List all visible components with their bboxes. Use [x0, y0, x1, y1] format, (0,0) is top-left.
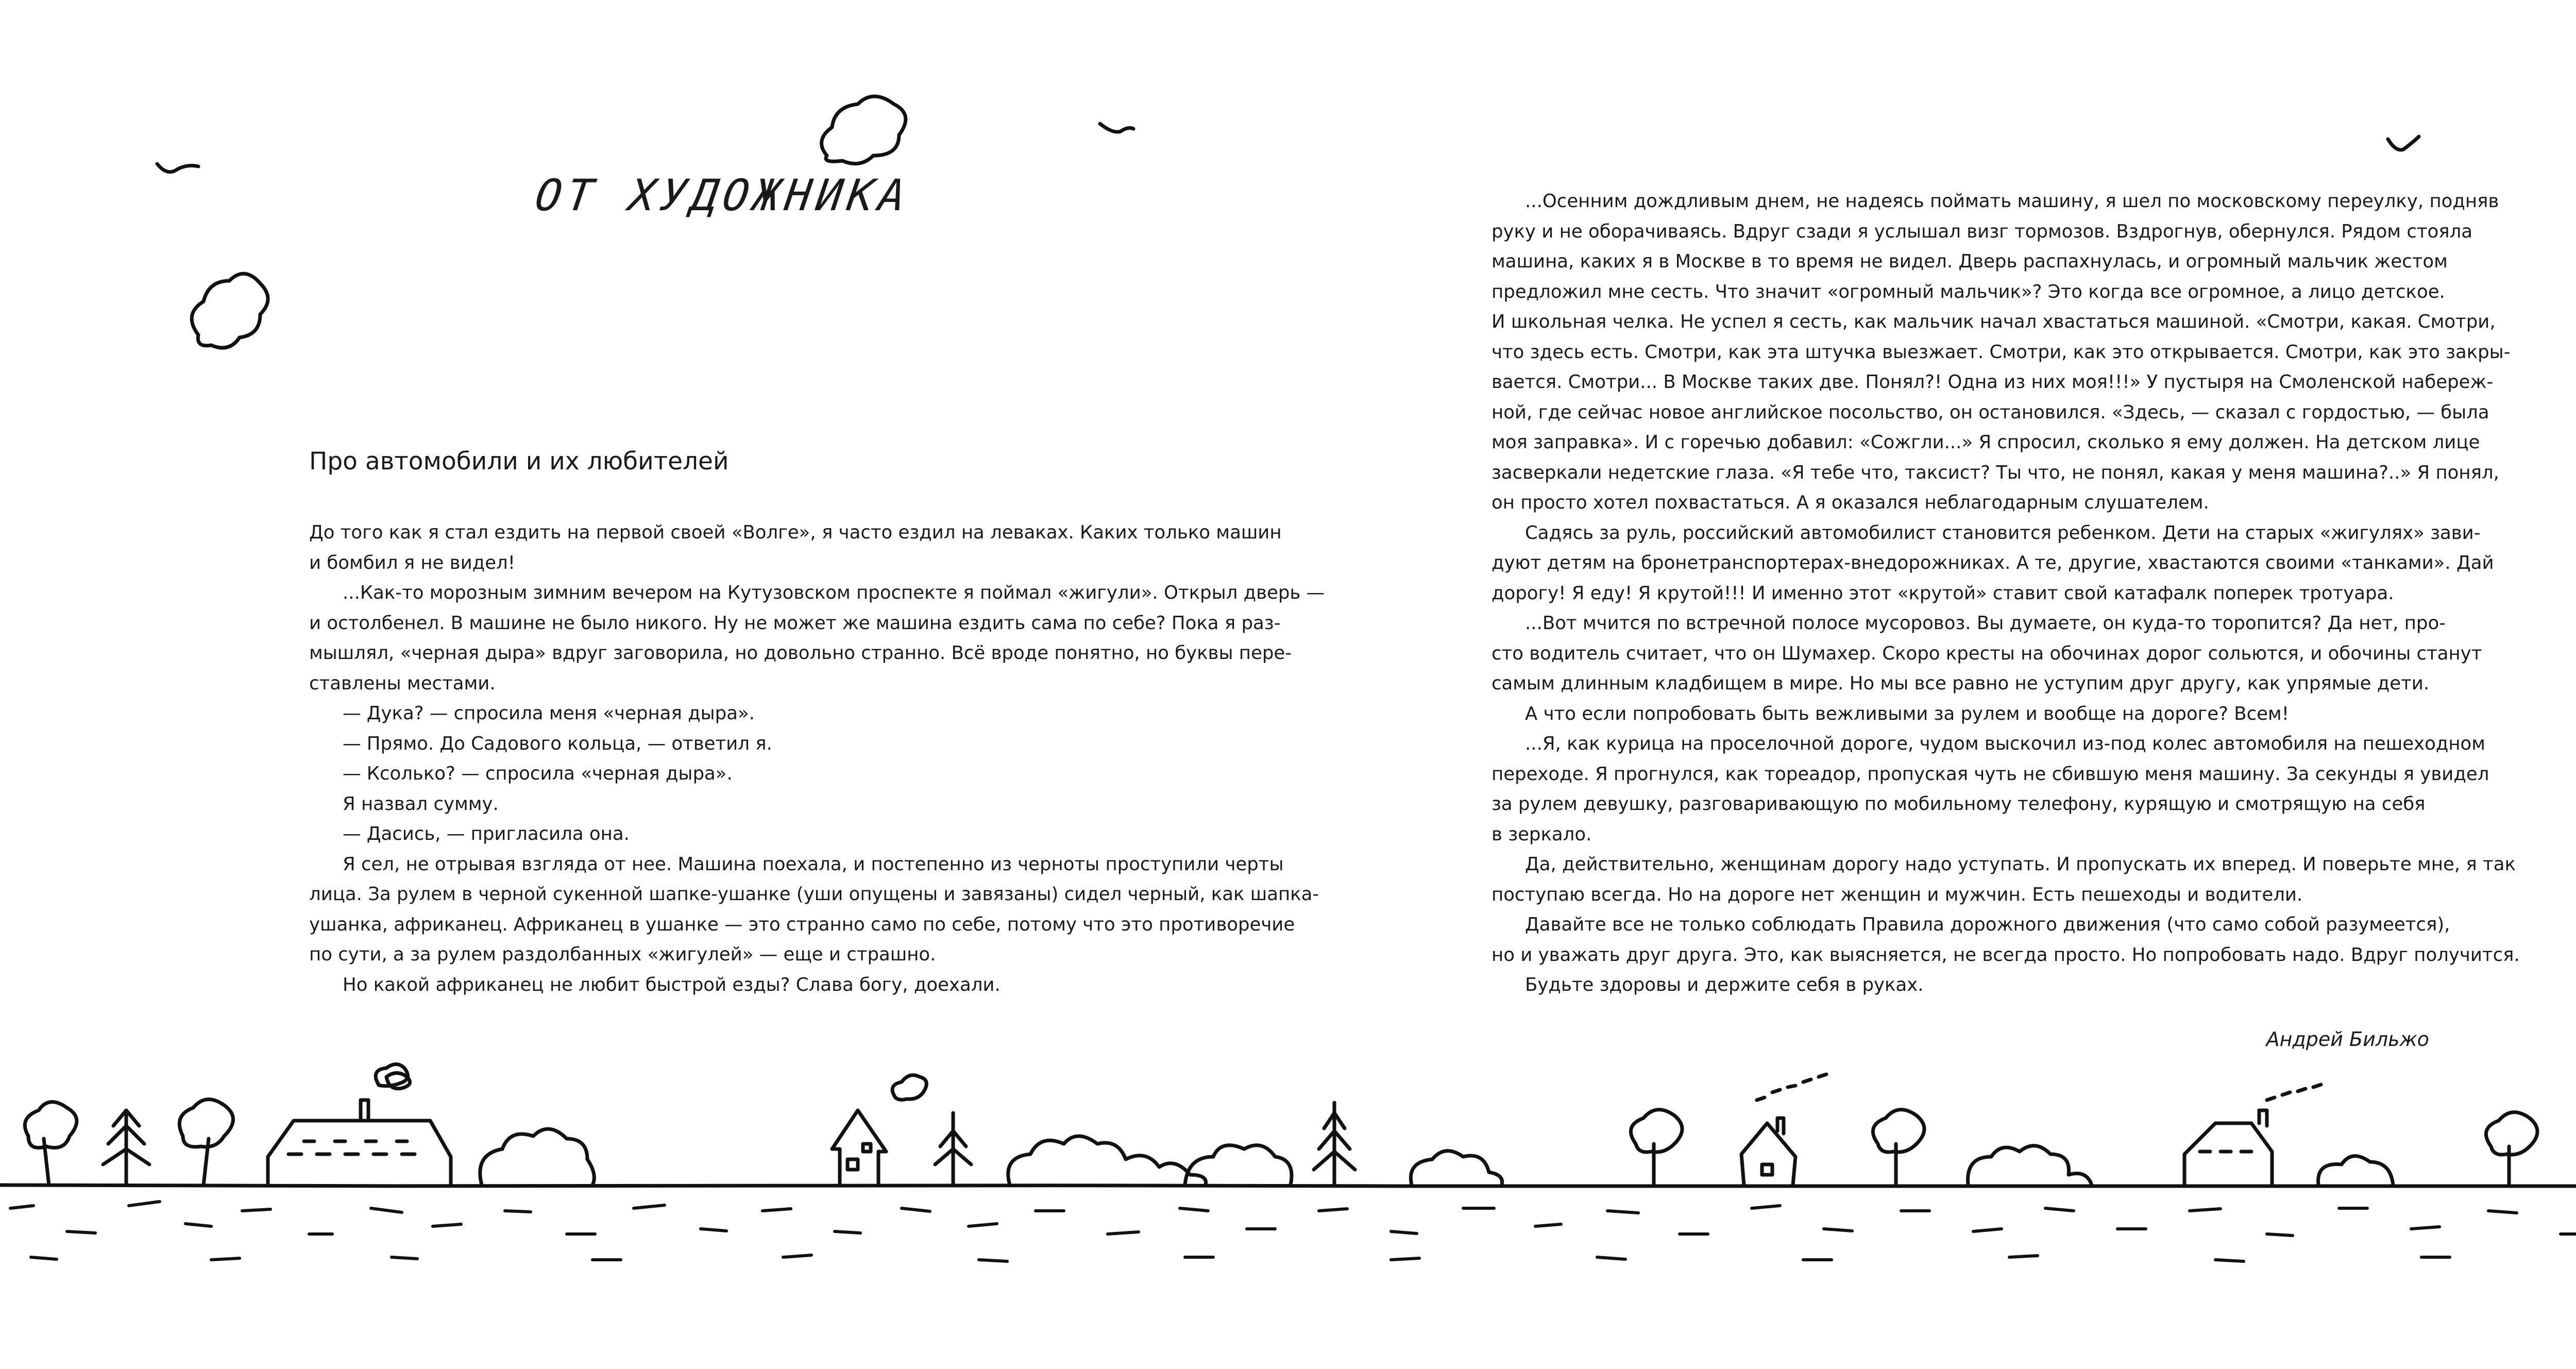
tree-icon: [1873, 1110, 1924, 1185]
bush-icon: [2318, 1156, 2393, 1185]
house-icon: [1741, 1074, 1826, 1185]
text-line: ной, где сейчас новое английское посольство, он остановился. «Здесь, — сказал с гордостью, — была: [1492, 401, 2489, 423]
cloud-icon: [892, 1075, 926, 1100]
text-line: самым длинным кладбищем в мире. Но мы все равно не уступим друг другу, как упрямые дети.: [1492, 673, 2430, 694]
text-line: ушанка, африканец. Африканец в ушанке — это странно само по себе, потому что это противоречие: [309, 914, 1295, 935]
cloud-icon: [822, 96, 906, 164]
text-line: ...Я, как курица на проселочной дороге, чудом выскочил из-под колес автомобиля на пешеходном: [1525, 733, 2486, 754]
text-line: Да, действительно, женщинам дорогу надо уступать. И пропускать их вперед. И поверьте мне, я так: [1525, 854, 2516, 875]
text-line: Но какой африканец не любит быстрой езды? Слава богу, доехали.: [343, 974, 1001, 995]
text-line: но и уважать друг друга. Это, как выясняется, не всегда просто. Но попробовать надо. Вдруг получится.: [1492, 944, 2520, 966]
fir-tree-icon: [1314, 1103, 1355, 1185]
text-line: ...Как-то морозным зимним вечером на Кутузовском проспекте я поймал «жигули». Открыл дверь —: [343, 582, 1325, 603]
bush-icon: [1968, 1146, 2092, 1185]
text-line: по сути, а за рулем раздолбанных «жигулей» — еще и страшно.: [309, 944, 936, 965]
text-line: А что если попробовать быть вежливыми за рулем и вообще на дороге? Всем!: [1525, 703, 2289, 724]
ground-dashes: [10, 1202, 2576, 1261]
page-title: ОТ ХУДОЖНИКА: [532, 170, 914, 221]
text-line: поступаю всегда. Но на дороге нет женщин и мужчин. Есть пешеходы и водители.: [1492, 884, 2303, 905]
text-line: он просто хотел похвастаться. А я оказался неблагодарным слушателем.: [1492, 492, 2209, 513]
bush-icon: [1411, 1151, 1502, 1185]
bird-icon: [1100, 124, 1133, 132]
text-line: засверкали недетские глаза. «Я тебе что, таксист? Ты что, не понял, какая у меня машина?..» Я понял,: [1492, 462, 2499, 483]
ground-line: [0, 1185, 2576, 1187]
text-line: моя заправка». И с горечью добавил: «Сожгли...» Я спросил, сколько я ему должен. На детском лице: [1492, 432, 2480, 453]
dialogue-line: — Дука? — спросила меня «черная дыра».: [343, 703, 755, 724]
text-line: Я сел, не отрывая взгляда от нее. Машина поехала, и постепенно из черноты проступили черты: [343, 853, 1284, 875]
text-line: дорогу! Я еду! Я крутой!!! И именно этот «крутой» ставит свой катафалк поперек тротуара.: [1492, 582, 2394, 604]
text-line: в зеркало.: [1492, 823, 1592, 845]
tree-icon: [179, 1100, 233, 1185]
right-text-column: [1492, 187, 2520, 1001]
house-icon: [2184, 1085, 2321, 1185]
house-icon: [832, 1110, 886, 1185]
bird-icon: [157, 164, 198, 172]
dialogue-line: — Прямо. До Садового кольца, — ответил я.: [343, 733, 772, 754]
text-line: переходе. Я прогнулся, как тореадор, пропуская чуть не сбившую меня машину. За секунды я увидел: [1492, 763, 2489, 785]
text-line: и остолбенел. В машине не было никого. Ну не может же машина ездить сама по себе? Пока я раз-: [309, 612, 1281, 634]
cloud-icon: [376, 1064, 408, 1086]
dialogue-line: — Дасись, — пригласила она.: [343, 823, 630, 844]
fir-tree-icon: [103, 1110, 149, 1185]
text-line: ставлены местами.: [309, 672, 496, 694]
text-line: за рулем девушку, разговаривающую по мобильному телефону, курящую и смотрящую на себя: [1492, 793, 2426, 815]
text-line: И школьная челка. Не успел я сесть, как мальчик начал хвастаться машиной. «Смотри, какая. Смотри,: [1492, 311, 2496, 332]
text-line: лица. За рулем в черной сукенной шапке-ушанке (уши опущены и завязаны) сидел черный, как шапка-: [309, 884, 1319, 905]
text-line: До того как я стал ездить на первой своей «Волге», я часто ездил на леваках. Каких только машин: [309, 522, 1282, 543]
text-line: мышлял, «черная дыра» вдруг заговорила, но довольно странно. Всё вроде понятно, но буквы пере-: [309, 643, 1292, 664]
text-line: предложил мне сесть. Что значит «огромный мальчик»? Это когда все огромное, а лицо детское.: [1492, 281, 2445, 302]
tree-icon: [1631, 1110, 1682, 1185]
text-line: ...Вот мчится по встречной полосе мусоровоз. Вы думаете, он куда-то торопится? Да нет, про-: [1525, 613, 2446, 634]
text-line: что здесь есть. Смотри, как эта штучка выезжает. Смотри, как это открывается. Смотри, как это закры-: [1492, 341, 2511, 363]
tree-icon: [2486, 1112, 2537, 1185]
bush-icon: [480, 1129, 595, 1185]
text-line: машина, каких я в Москве в то время не видел. Дверь распахнулась, и огромный мальчик жестом: [1492, 251, 2448, 272]
text-line: сто водитель считает, что он Шумахер. Скоро кресты на обочинах дорог сольются, и обочины станут: [1492, 643, 2482, 664]
text-line: дуют детям на бронетранспортерах-внедорожниках. А те, другие, хвастаются своими «танками». Дай: [1492, 552, 2494, 573]
article-heading: Про автомобили и их любителей: [309, 447, 729, 476]
left-text-column: [309, 518, 1325, 1000]
bush-icon: [1185, 1145, 1292, 1185]
fir-tree-icon: [935, 1113, 971, 1185]
text-line: руку и не оборачиваясь. Вдруг сзади я услышал визг тормозов. Вздрогнув, обернулся. Рядом стояла: [1492, 221, 2473, 242]
house-icon: [268, 1073, 451, 1186]
dialogue-line: — Ксолько? — спросила «черная дыра».: [343, 763, 733, 784]
text-line: Давайте все не только соблюдать Правила дорожного движения (что само собой разумеется),: [1525, 914, 2450, 935]
text-line: ...Осенним дождливым днем, не надеясь поймать машину, я шел по московскому переулку, подняв: [1525, 191, 2499, 212]
dialogue-line: Я назвал сумму.: [343, 793, 499, 815]
bird-icon: [2388, 137, 2419, 150]
text-line: Будьте здоровы и держите себя в руках.: [1525, 974, 1924, 995]
author-signature: Андрей Бильжо: [2266, 1028, 2429, 1051]
text-line: вается. Смотри... В Москве таких две. Понял?! Одна из них моя!!!» У пустыря на Смоленской набереж-: [1492, 371, 2494, 393]
cloud-icon: [192, 274, 268, 348]
tree-icon: [25, 1102, 77, 1185]
text-line: и бомбил я не видел!: [309, 552, 515, 573]
bush-icon: [1008, 1136, 1206, 1185]
text-line: Садясь за руль, российский автомобилист становится ребенком. Дети на старых «жигулях» зави-: [1525, 522, 2481, 544]
